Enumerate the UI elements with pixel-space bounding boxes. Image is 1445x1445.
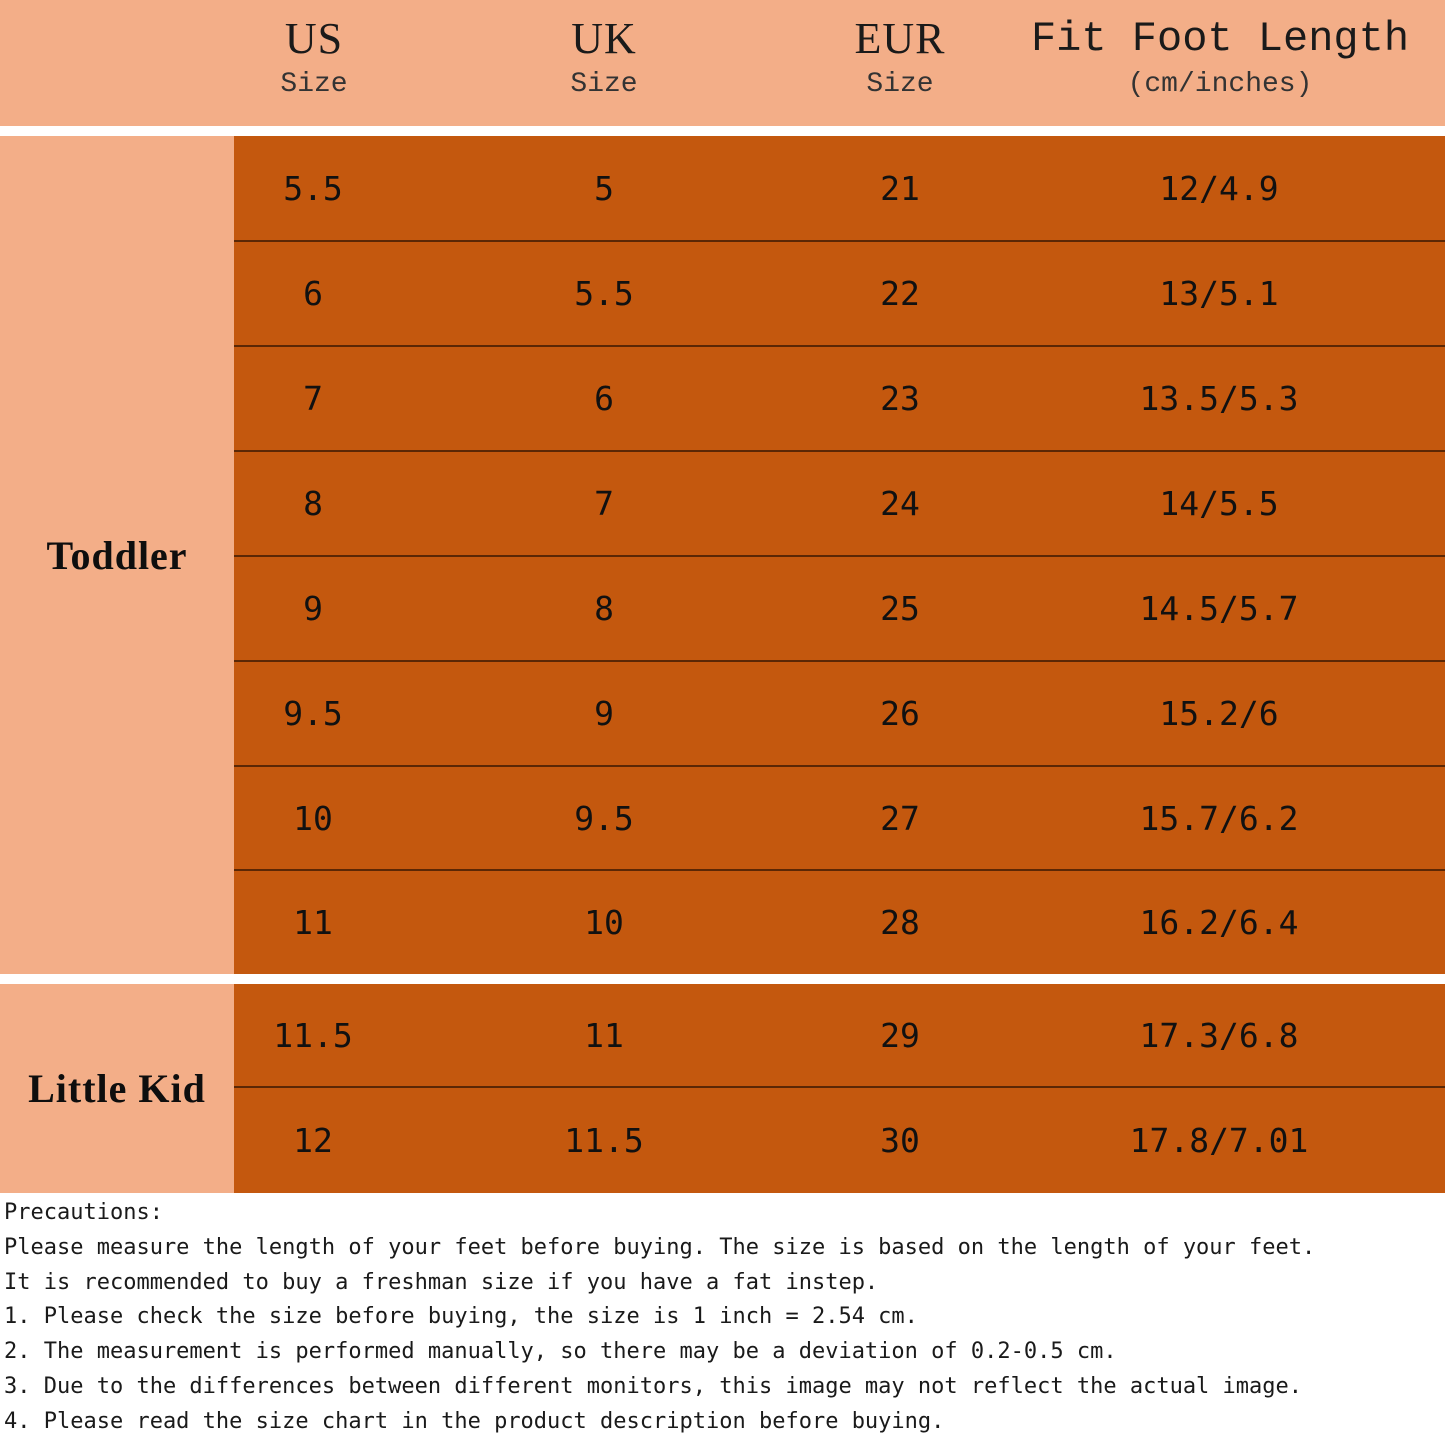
cell-us: 11 <box>293 903 333 942</box>
table-row <box>234 765 1445 870</box>
cell-fit: 17.3/6.8 <box>1139 1016 1299 1055</box>
precautions-notes <box>4 1196 1440 1440</box>
header-eur <box>800 14 1000 102</box>
note-line: 3. Due to the differences between different monitors, this image may not reflect the actual image. <box>4 1373 1303 1399</box>
cell-eur: 29 <box>880 1016 920 1055</box>
header-uk-sub: Size <box>570 69 638 100</box>
cell-us: 9 <box>303 589 323 628</box>
table-row <box>234 1086 1445 1193</box>
header-us <box>214 14 414 102</box>
table-row <box>234 869 1445 974</box>
cell-eur: 23 <box>880 379 920 418</box>
cell-fit: 13/5.1 <box>1159 274 1279 313</box>
cell-fit: 14/5.5 <box>1159 484 1279 523</box>
cell-us: 12 <box>293 1121 333 1160</box>
header-us-title: US <box>284 14 344 63</box>
note-line: 4. Please read the size chart in the product description before buying. <box>4 1408 945 1434</box>
cell-uk: 11.5 <box>564 1121 644 1160</box>
cell-uk: 5.5 <box>574 274 634 313</box>
header-uk-title: UK <box>571 14 637 63</box>
cell-fit: 17.8/7.01 <box>1129 1121 1309 1160</box>
cell-eur: 24 <box>880 484 920 523</box>
cell-uk: 9.5 <box>574 799 634 838</box>
table-row <box>234 555 1445 660</box>
section-toddler <box>0 136 1445 974</box>
table-row <box>234 984 1445 1087</box>
toddler-rows <box>234 136 1445 974</box>
cell-us: 10 <box>293 799 333 838</box>
little-kid-rows <box>234 984 1445 1193</box>
cell-uk: 8 <box>594 589 614 628</box>
header-fit-title: Fit Foot Length <box>1030 15 1410 63</box>
cell-uk: 7 <box>594 484 614 523</box>
cell-eur: 21 <box>880 169 920 208</box>
header-eur-title: EUR <box>854 14 946 63</box>
table-row <box>234 345 1445 450</box>
table-row <box>234 240 1445 345</box>
cell-fit: 14.5/5.7 <box>1139 589 1299 628</box>
cell-eur: 22 <box>880 274 920 313</box>
notes-title: Precautions: <box>4 1200 163 1225</box>
cell-eur: 26 <box>880 694 920 733</box>
cell-uk: 5 <box>594 169 614 208</box>
cell-us: 8 <box>303 484 323 523</box>
cell-fit: 16.2/6.4 <box>1139 903 1299 942</box>
section-label-little-kid: Little Kid <box>0 984 234 1193</box>
cell-uk: 9 <box>594 694 614 733</box>
note-line: Please measure the length of your feet before buying. The size is based on the length of your feet. <box>4 1234 1316 1260</box>
cell-fit: 15.7/6.2 <box>1139 799 1299 838</box>
note-line: It is recommended to buy a freshman size if you have a fat instep. <box>4 1269 879 1295</box>
table-row <box>234 136 1445 241</box>
cell-us: 9.5 <box>283 694 343 733</box>
header-fit <box>1010 14 1430 102</box>
header-eur-sub: Size <box>866 69 934 100</box>
cell-us: 5.5 <box>283 169 343 208</box>
cell-fit: 12/4.9 <box>1159 169 1279 208</box>
cell-uk: 6 <box>594 379 614 418</box>
cell-eur: 28 <box>880 903 920 942</box>
cell-eur: 27 <box>880 799 920 838</box>
table-row <box>234 450 1445 555</box>
note-line: 1. Please check the size before buying, the size is 1 inch = 2.54 cm. <box>4 1304 918 1330</box>
cell-us: 11.5 <box>273 1016 353 1055</box>
cell-uk: 11 <box>584 1016 624 1055</box>
cell-eur: 25 <box>880 589 920 628</box>
cell-us: 7 <box>303 379 323 418</box>
note-line: 2. The measurement is performed manually, so there may be a deviation of 0.2-0.5 cm. <box>4 1339 1117 1365</box>
cell-fit: 13.5/5.3 <box>1139 379 1299 418</box>
header-us-sub: Size <box>280 69 348 100</box>
cell-us: 6 <box>303 274 323 313</box>
cell-fit: 15.2/6 <box>1159 694 1279 733</box>
cell-uk: 10 <box>584 903 624 942</box>
header-fit-sub: (cm/inches) <box>1127 69 1313 100</box>
cell-eur: 30 <box>880 1121 920 1160</box>
table-row <box>234 660 1445 765</box>
section-little-kid <box>0 984 1445 1193</box>
header-uk <box>504 14 704 102</box>
table-header <box>0 0 1445 126</box>
section-label-toddler: Toddler <box>0 136 234 974</box>
